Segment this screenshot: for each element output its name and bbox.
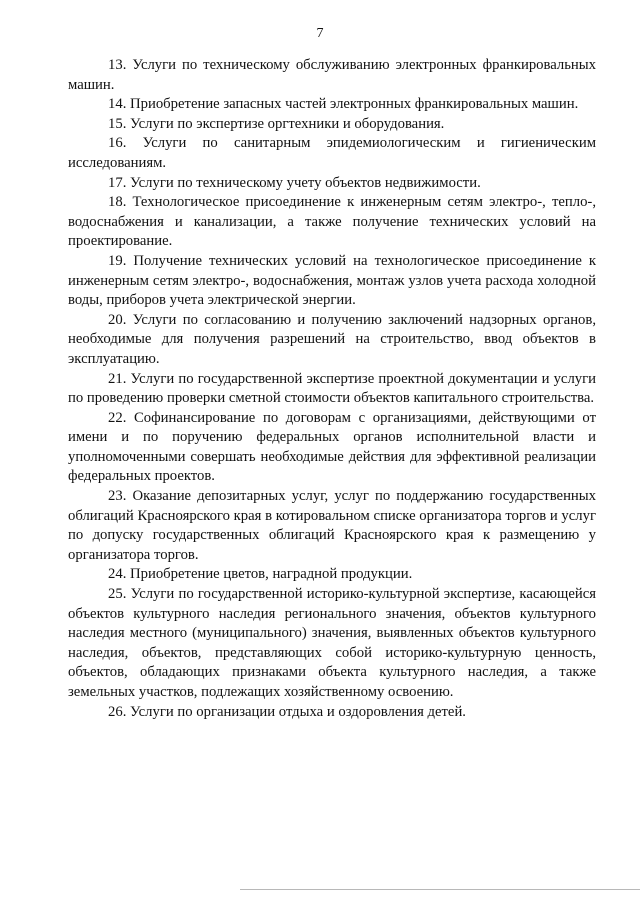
document-body [68, 56, 596, 722]
item-text: Услуги по техническому обслуживанию электронных франкировальных машин. [68, 57, 596, 93]
item-number: 13. [108, 57, 127, 73]
item-text: Технологическое присоединение к инженерным сетям электро-, тепло-, водоснабжения и канализации, а также получение технических условий на проектирование. [68, 194, 596, 250]
item-number: 19. [108, 252, 127, 269]
item-text: Получение технических условий на технологическое присоединение к инженерным сетям электро-, водоснабжения, монтаж узлов учета расхода холодной воды, приборов учета электрической энергии. [68, 252, 597, 309]
list-item-23 [68, 487, 596, 565]
item-text: Услуги по согласованию и получению заключений надзорных органов, необходимые для получения разрешений на строительство, ввод объектов в эксплуатацию. [68, 311, 597, 367]
list-item-19 [68, 252, 596, 311]
item-text: Услуги по техническому учету объектов недвижимости. [130, 174, 481, 191]
item-text: Приобретение запасных частей электронных франкировальных машин. [130, 96, 579, 113]
list-item-25 [68, 585, 596, 703]
item-number: 20. [108, 311, 127, 328]
item-text: Оказание депозитарных услуг, услуг по поддержанию государственных облигаций Красноярского края в котировальном списке организатора торгов и услуг по допуску государственных облигаций Красноярского края к размещению у организатора торгов. [68, 488, 597, 563]
list-item-15 [68, 115, 596, 135]
list-item-24 [68, 565, 596, 585]
page-number: 7 [316, 26, 324, 41]
list-item-18 [68, 193, 596, 252]
item-text: Услуги по организации отдыха и оздоровления детей. [130, 703, 466, 720]
item-number: 17. [108, 174, 127, 191]
list-item-17 [68, 174, 596, 194]
list-item-20 [68, 311, 596, 370]
list-item-21 [68, 370, 596, 409]
item-number: 21. [108, 370, 127, 387]
item-text: Услуги по государственной экспертизе проектной документации и услуги по проведению проверки сметной стоимости объектов капитального строительства. [68, 370, 596, 407]
list-item-14 [68, 95, 596, 115]
scan-edge-line [240, 889, 640, 890]
item-text: Услуги по санитарным эпидемиологическим и гигиеническим исследованиям. [68, 135, 596, 171]
item-number: 15. [108, 115, 127, 132]
item-text: Услуги по экспертизе оргтехники и оборудования. [130, 115, 445, 132]
item-number: 22. [108, 409, 127, 426]
list-item-26 [68, 703, 596, 723]
list-item-22 [68, 409, 596, 487]
item-number: 26. [108, 703, 127, 720]
item-number: 18. [108, 194, 127, 211]
item-text: Приобретение цветов, наградной продукции. [130, 566, 413, 583]
item-text: Услуги по государственной историко-культурной экспертизе, касающейся объектов культурного наследия регионального значения, объектов культурного наследия местного (муниципального) значения, выявленных объектов культурного наследия, объектов, представляющих собой историко-культурную ценность, объектов, обладающих признаками объекта культурного наследия, а также земельных участков, подлежащих хозяйственному освоению. [68, 586, 596, 700]
list-item-16 [68, 134, 596, 173]
item-number: 23. [108, 488, 127, 505]
item-text: Софинансирование по договорам с организациями, действующими от имени и по поручению федеральных органов исполнительной власти и уполномоченными совершать необходимые действия для эффективной реализации федеральных проектов. [68, 409, 596, 485]
item-number: 25. [108, 586, 127, 603]
item-number: 24. [108, 566, 127, 583]
item-number: 16. [108, 135, 127, 152]
list-item-13 [68, 56, 596, 95]
item-number: 14. [108, 96, 127, 113]
